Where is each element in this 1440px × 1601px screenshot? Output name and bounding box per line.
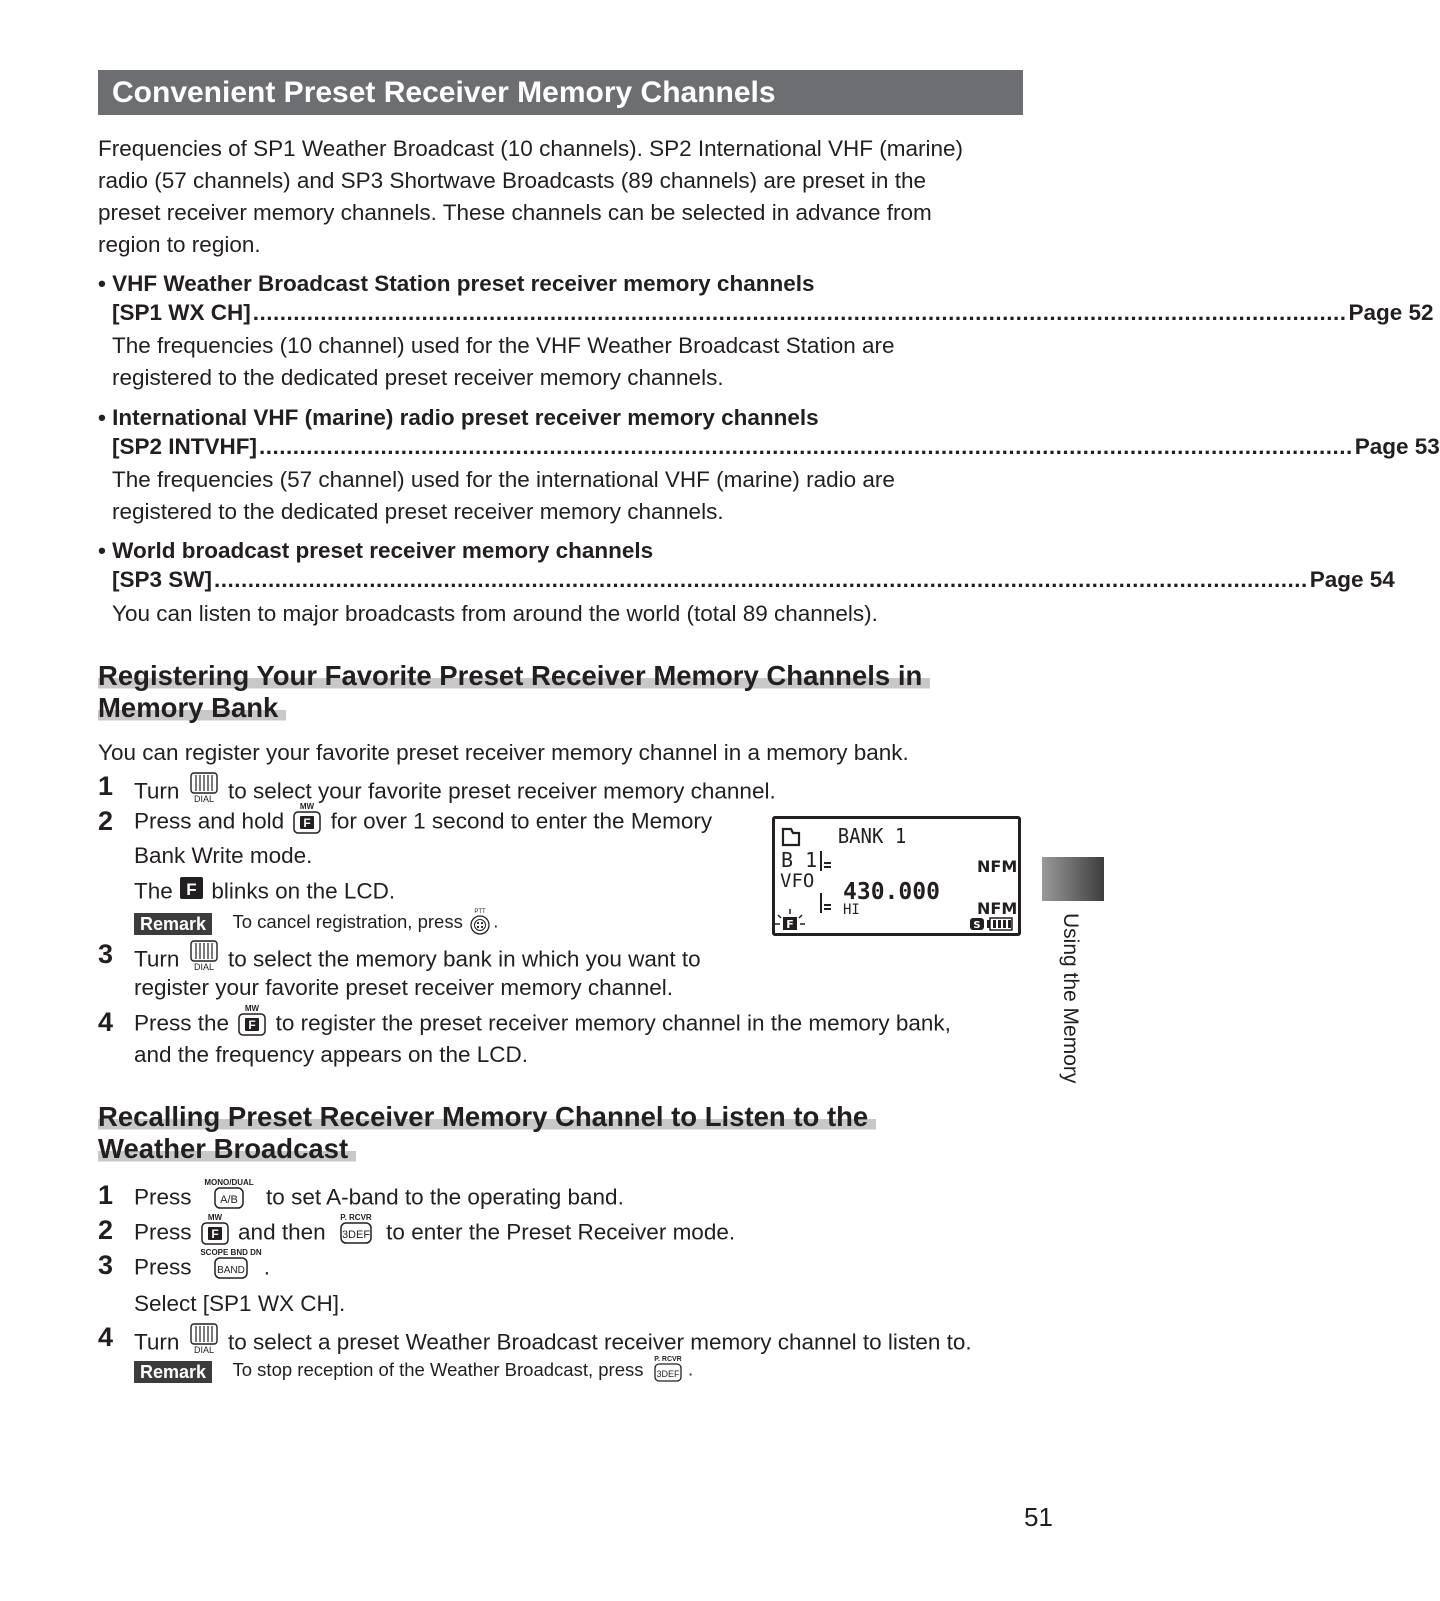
intro-line: region to region.	[98, 232, 261, 257]
reference-label: [SP2 INTVHF]	[112, 434, 258, 459]
step-text	[134, 1246, 270, 1291]
svg-text:A/B: A/B	[219, 1194, 238, 1206]
lcd-blinking-f-icon	[775, 909, 805, 931]
svg-text:DIAL: DIAL	[193, 962, 214, 972]
leader-dots: ..................................................................................................................................................................	[214, 567, 1308, 592]
page-reference-sp3[interactable]	[112, 567, 1395, 593]
remark-text-end: .	[493, 910, 499, 932]
lcd-screen	[775, 819, 1018, 933]
f-key-icon	[290, 800, 324, 845]
step-text-post: for over 1 second to enter the Memory	[330, 808, 713, 834]
item-description-sp1	[112, 330, 895, 394]
item-heading-sp3: • World broadcast preset receiver memory channels	[98, 538, 654, 563]
item-heading-sp2: • International VHF (marine) radio preset receiver memory channels	[98, 405, 819, 430]
step-number: 1	[98, 1180, 114, 1210]
svg-text:MONO/DUAL: MONO/DUAL	[204, 1178, 254, 1187]
svg-text:MW: MW	[300, 802, 315, 811]
desc-line: registered to the dedicated preset receiver memory channels.	[112, 365, 724, 390]
memory-bank-icon	[783, 829, 799, 845]
heading-line: Registering Your Favorite Preset Receiver Memory Channels in	[98, 660, 930, 691]
svg-text:P. RCVR: P. RCVR	[340, 1213, 372, 1222]
remark-stop	[134, 1354, 693, 1389]
desc-line: You can listen to major broadcasts from around the world (total 89 channels).	[112, 601, 878, 626]
reference-label: [SP1 WX CH]	[112, 300, 251, 325]
step-text-post: to select the memory bank in which you want to	[227, 946, 701, 972]
section-title: Convenient Preset Receiver Memory Channels	[98, 70, 1023, 115]
lcd-bank-number: B 1	[781, 848, 818, 872]
svg-text:SCOPE BND DN: SCOPE BND DN	[200, 1248, 262, 1257]
svg-text:F: F	[303, 816, 312, 830]
step-number: 2	[98, 806, 114, 836]
chapter-tab-label: Using the Memory	[1059, 913, 1082, 1084]
remark-badge: Remark	[134, 1361, 212, 1383]
desc-line: registered to the dedicated preset receiver memory channels.	[112, 499, 724, 524]
remark-text: To stop reception of the Weather Broadcast, press	[232, 1358, 644, 1380]
reference-page: Page 52	[1348, 300, 1434, 325]
svg-text:3DEF: 3DEF	[341, 1229, 370, 1241]
step-text-post: to select your favorite preset receiver memory channel.	[227, 778, 776, 804]
svg-text:F: F	[248, 1018, 256, 1032]
step-text-pre: Press	[134, 1254, 192, 1280]
svg-text:DIAL: DIAL	[193, 1345, 214, 1355]
step-text-post: .	[263, 1254, 271, 1280]
svg-text:F: F	[786, 918, 794, 931]
chapter-tab[interactable]	[1042, 857, 1104, 901]
step-text-line2: and the frequency appears on the LCD.	[134, 1042, 529, 1067]
desc-line: The frequencies (57 channel) used for the international VHF (marine) radio are	[112, 467, 895, 492]
heading-line: Recalling Preset Receiver Memory Channel to Listen to the	[98, 1101, 876, 1132]
lcd-bank-label: BANK 1	[837, 824, 907, 849]
reference-page: Page 53	[1354, 434, 1440, 459]
step-number: 4	[98, 1322, 114, 1352]
item-heading-sp1: • VHF Weather Broadcast Station preset receiver memory channels	[98, 271, 815, 296]
lcd-mode-upper: NFM	[977, 857, 1018, 876]
prcvr-3-key-icon	[648, 1354, 688, 1389]
remark-badge: Remark	[134, 913, 212, 935]
intro-line: radio (57 channels) and SP3 Shortwave Broadcasts (89 channels) are preset in the	[98, 168, 926, 193]
step-number: 3	[98, 1250, 114, 1280]
heading-line: Memory Bank	[98, 692, 286, 723]
lcd-display	[772, 816, 1021, 936]
step-text-post: to enter the Preset Receiver mode.	[386, 1219, 736, 1245]
lcd-mode-lower: NFM	[977, 899, 1018, 918]
step-text-line2: register your favorite preset receiver memory channel.	[134, 975, 673, 1000]
svg-text:S: S	[973, 920, 981, 931]
step-text-post: to set A-band to the operating band.	[266, 1184, 624, 1210]
lcd-signal-battery-icon	[970, 918, 1012, 931]
desc-line: The frequencies (10 channel) used for the VHF Weather Broadcast Station are	[112, 333, 895, 358]
lcd-power-level: HI	[843, 902, 860, 918]
leader-dots: ..................................................................................................................................................................	[259, 434, 1353, 459]
remark-text: To cancel registration, press	[232, 910, 463, 932]
intro-line: Frequencies of SP1 Weather Broadcast (10 channels). SP2 International VHF (marine)	[98, 136, 964, 161]
step-number: 2	[98, 1215, 114, 1245]
section3-heading	[98, 1101, 998, 1165]
reference-label: [SP3 SW]	[112, 567, 213, 592]
step-number: 4	[98, 1007, 114, 1037]
item-description-sp3	[112, 598, 878, 630]
step-text-pre: Turn	[134, 778, 180, 804]
step-text-pre: Press	[134, 1184, 192, 1210]
svg-text:DIAL: DIAL	[193, 794, 214, 804]
intro-paragraph	[98, 133, 1028, 261]
heading-line: Weather Broadcast	[98, 1133, 356, 1164]
page-reference-sp1[interactable]	[112, 300, 1434, 326]
page-reference-sp2[interactable]	[112, 434, 1440, 460]
f-indicator-icon	[179, 875, 205, 910]
prcvr-3-key-icon	[332, 1211, 380, 1256]
remark-text-end: .	[687, 1358, 694, 1380]
step-text-line3	[134, 875, 395, 910]
lcd-vfo-label: VFO	[780, 870, 815, 892]
svg-text:F: F	[211, 1227, 219, 1241]
remark-cancel	[134, 906, 498, 941]
step-text-pre: Turn	[134, 1329, 180, 1355]
svg-text:MW: MW	[207, 1213, 222, 1222]
reference-page: Page 54	[1309, 567, 1395, 592]
step-text-line2: Select [SP1 WX CH].	[134, 1291, 346, 1316]
step-text-pre: Press	[134, 1219, 192, 1245]
step-text-mid: and then	[238, 1219, 326, 1245]
step-text-post: to select a preset Weather Broadcast receiver memory channel to listen to.	[227, 1329, 972, 1355]
svg-text:P. RCVR: P. RCVR	[654, 1356, 682, 1363]
svg-text:MW: MW	[245, 1004, 260, 1013]
leader-dots: ..................................................................................................................................................................	[252, 300, 1347, 325]
intro-line: preset receiver memory channels. These channels can be selected in advance from	[98, 200, 932, 225]
step-text-pre: The	[134, 878, 173, 904]
step-number: 3	[98, 939, 114, 969]
step-text-pre: Press and hold	[134, 808, 285, 834]
item-description-sp2	[112, 464, 895, 528]
section2-heading	[98, 660, 998, 724]
step-text-line2: Bank Write mode.	[134, 843, 313, 868]
step-text-post: to register the preset receiver memory channel in the memory bank,	[275, 1010, 951, 1036]
svg-text:PTT: PTT	[474, 909, 486, 915]
band-key-icon	[198, 1246, 264, 1291]
step-number: 1	[98, 771, 114, 801]
step-text-post: blinks on the LCD.	[211, 878, 396, 904]
page-number: 51	[1024, 1502, 1053, 1532]
svg-text:3DEF: 3DEF	[656, 1369, 680, 1379]
ptt-button-icon	[467, 906, 493, 941]
step-text-pre: Turn	[134, 946, 180, 972]
svg-text:BAND: BAND	[216, 1265, 245, 1276]
svg-text:F: F	[186, 880, 197, 899]
section2-intro: You can register your favorite preset receiver memory channel in a memory bank.	[98, 740, 909, 765]
step-text	[134, 800, 712, 845]
lcd-frequency: 430.000	[843, 879, 940, 905]
step-text-pre: Press the	[134, 1010, 230, 1036]
